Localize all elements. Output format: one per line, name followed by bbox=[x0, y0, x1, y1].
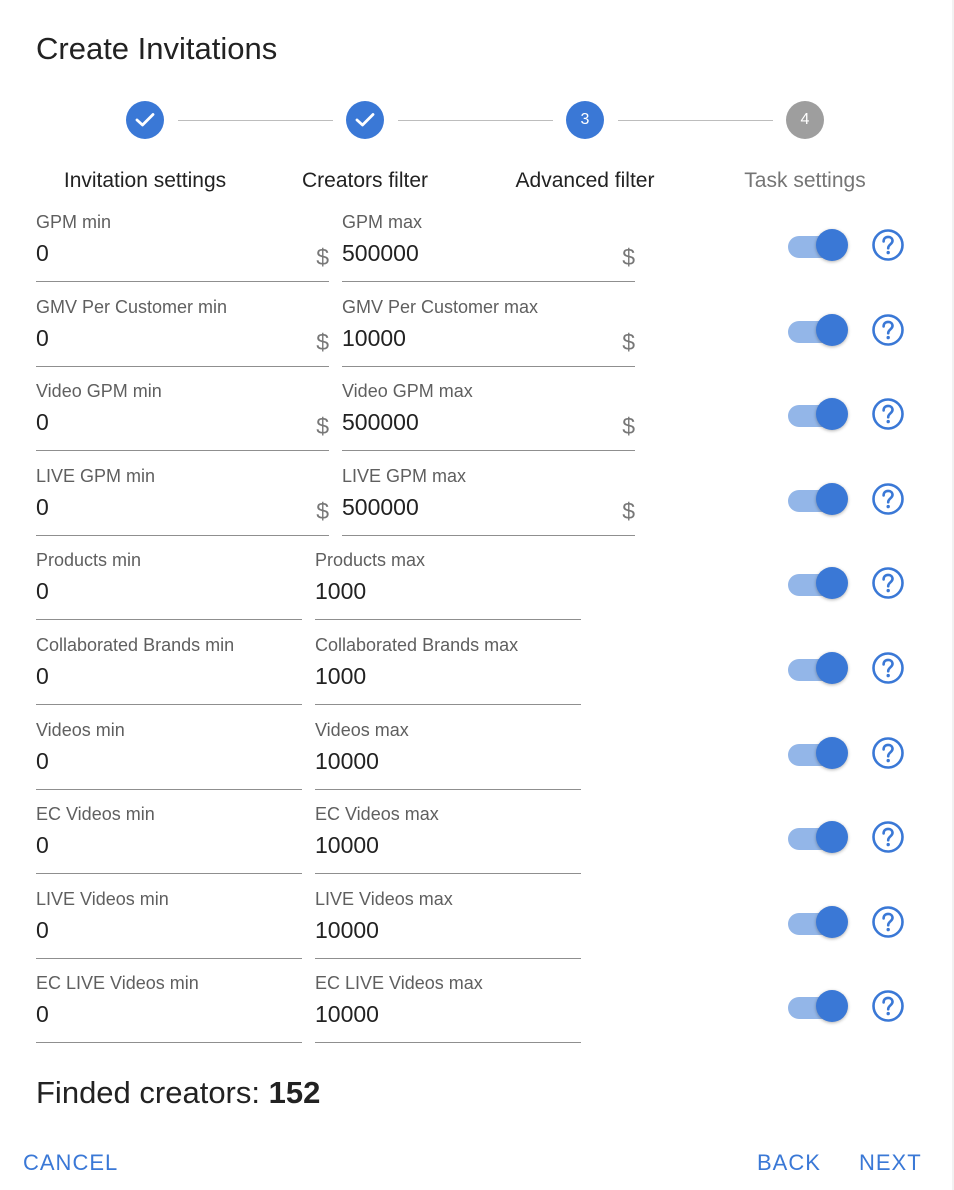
filter-min-input[interactable]: 0 bbox=[36, 240, 49, 266]
field-underline bbox=[342, 535, 635, 536]
filter-max-input[interactable]: 10000 bbox=[315, 917, 379, 943]
filter-max-label: GMV Per Customer max bbox=[342, 297, 539, 317]
filter-min-label: Collaborated Brands min bbox=[36, 635, 235, 655]
help-icon[interactable] bbox=[871, 651, 905, 685]
filter-min-input[interactable]: 0 bbox=[36, 832, 49, 858]
filter-max-label: LIVE GPM max bbox=[342, 466, 467, 486]
filter-enable-toggle[interactable] bbox=[788, 735, 848, 771]
toggle-thumb bbox=[816, 990, 848, 1022]
currency-suffix: $ bbox=[622, 413, 635, 439]
field-underline bbox=[36, 535, 329, 536]
field-underline bbox=[36, 704, 302, 705]
filter-max-field[interactable] bbox=[315, 889, 581, 961]
help-icon[interactable] bbox=[871, 905, 905, 939]
field-underline bbox=[315, 789, 581, 790]
filter-max-field[interactable] bbox=[315, 973, 581, 1045]
step-3-number[interactable]: 3 bbox=[566, 101, 604, 139]
field-underline bbox=[342, 366, 635, 367]
field-underline bbox=[315, 704, 581, 705]
next-button[interactable]: NEXT bbox=[859, 1150, 922, 1175]
filter-enable-toggle[interactable] bbox=[788, 312, 848, 348]
filter-min-field[interactable] bbox=[36, 381, 329, 453]
step-4-number[interactable]: 4 bbox=[786, 101, 824, 139]
currency-suffix: $ bbox=[622, 244, 635, 270]
filter-enable-toggle[interactable] bbox=[788, 650, 848, 686]
check-icon bbox=[135, 112, 155, 128]
filter-min-input[interactable]: 0 bbox=[36, 1001, 49, 1027]
currency-suffix: $ bbox=[316, 244, 329, 270]
field-underline bbox=[36, 873, 302, 874]
field-underline bbox=[36, 281, 329, 282]
filter-max-label: Video GPM max bbox=[342, 381, 473, 401]
step-label-task-settings[interactable]: Task settings bbox=[744, 169, 866, 192]
field-underline bbox=[342, 450, 635, 451]
field-underline bbox=[36, 366, 329, 367]
help-icon[interactable] bbox=[871, 820, 905, 854]
help-icon[interactable] bbox=[871, 566, 905, 600]
field-underline bbox=[315, 958, 581, 959]
filter-min-field[interactable] bbox=[36, 466, 329, 538]
filter-enable-toggle[interactable] bbox=[788, 565, 848, 601]
help-icon[interactable] bbox=[871, 313, 905, 347]
filter-min-input[interactable]: 0 bbox=[36, 917, 49, 943]
help-icon[interactable] bbox=[871, 989, 905, 1023]
currency-suffix: $ bbox=[622, 329, 635, 355]
filter-min-label: GMV Per Customer min bbox=[36, 297, 228, 317]
filter-min-input[interactable]: 0 bbox=[36, 325, 49, 351]
field-underline bbox=[315, 619, 581, 620]
filter-min-field[interactable] bbox=[36, 212, 329, 284]
field-underline bbox=[36, 450, 329, 451]
back-button[interactable]: BACK bbox=[757, 1150, 821, 1175]
filter-max-input[interactable]: 500000 bbox=[342, 409, 419, 435]
field-underline bbox=[36, 1042, 302, 1043]
toggle-thumb bbox=[816, 906, 848, 938]
filter-enable-toggle[interactable] bbox=[788, 819, 848, 855]
filter-enable-toggle[interactable] bbox=[788, 988, 848, 1024]
filter-max-field[interactable] bbox=[315, 804, 581, 876]
found-creators-count: 152 bbox=[268, 1075, 321, 1110]
filter-enable-toggle[interactable] bbox=[788, 481, 848, 517]
step-connector bbox=[618, 120, 773, 121]
field-underline bbox=[36, 958, 302, 959]
step-1-completed-icon[interactable] bbox=[126, 101, 164, 139]
filter-min-label: Products min bbox=[36, 550, 142, 570]
filter-max-input[interactable]: 1000 bbox=[315, 578, 367, 604]
toggle-thumb bbox=[816, 737, 848, 769]
filter-max-input[interactable]: 10000 bbox=[315, 1001, 379, 1027]
field-underline bbox=[36, 789, 302, 790]
filter-max-label: GPM max bbox=[342, 212, 423, 232]
filter-min-input[interactable]: 0 bbox=[36, 663, 49, 689]
filter-min-input[interactable]: 0 bbox=[36, 494, 49, 520]
currency-suffix: $ bbox=[622, 498, 635, 524]
dialog-title: Create Invitations bbox=[36, 31, 278, 66]
filter-enable-toggle[interactable] bbox=[788, 904, 848, 940]
filter-min-label: GPM min bbox=[36, 212, 112, 232]
field-underline bbox=[315, 1042, 581, 1043]
filter-max-field[interactable] bbox=[342, 466, 635, 538]
toggle-thumb bbox=[816, 314, 848, 346]
filter-max-input[interactable]: 10000 bbox=[342, 325, 406, 351]
filter-min-field[interactable] bbox=[36, 889, 302, 961]
filter-min-field[interactable] bbox=[36, 635, 302, 707]
filter-min-label: LIVE GPM min bbox=[36, 466, 156, 486]
filter-max-input[interactable]: 500000 bbox=[342, 494, 419, 520]
help-icon[interactable] bbox=[871, 736, 905, 770]
field-underline bbox=[342, 281, 635, 282]
filter-max-label: Collaborated Brands max bbox=[315, 635, 519, 655]
step-connector bbox=[398, 120, 553, 121]
filter-min-input[interactable]: 0 bbox=[36, 409, 49, 435]
help-icon[interactable] bbox=[871, 482, 905, 516]
filter-min-field[interactable] bbox=[36, 297, 329, 369]
filter-max-field[interactable] bbox=[315, 635, 581, 707]
filter-max-field[interactable] bbox=[342, 381, 635, 453]
filter-min-field[interactable] bbox=[36, 804, 302, 876]
cancel-button[interactable]: CANCEL bbox=[23, 1150, 119, 1175]
filter-max-input[interactable]: 500000 bbox=[342, 240, 419, 266]
toggle-thumb bbox=[816, 229, 848, 261]
filter-min-input[interactable]: 0 bbox=[36, 748, 49, 774]
toggle-thumb bbox=[816, 567, 848, 599]
filter-max-label: EC Videos max bbox=[315, 804, 439, 824]
toggle-thumb bbox=[816, 652, 848, 684]
filter-min-label: Video GPM min bbox=[36, 381, 162, 401]
filter-enable-toggle[interactable] bbox=[788, 227, 848, 263]
found-creators bbox=[36, 1075, 320, 1111]
toggle-thumb bbox=[816, 483, 848, 515]
step-connector bbox=[178, 120, 333, 121]
help-icon[interactable] bbox=[871, 397, 905, 431]
filter-max-field[interactable] bbox=[342, 297, 635, 369]
filter-max-label: Products max bbox=[315, 550, 426, 570]
help-icon[interactable] bbox=[871, 228, 905, 262]
currency-suffix: $ bbox=[316, 329, 329, 355]
filter-max-label: LIVE Videos max bbox=[315, 889, 453, 909]
toggle-thumb bbox=[816, 398, 848, 430]
filter-max-input[interactable]: 1000 bbox=[315, 663, 367, 689]
check-icon bbox=[355, 112, 375, 128]
filter-min-input[interactable]: 0 bbox=[36, 578, 49, 604]
filter-min-field[interactable] bbox=[36, 550, 302, 622]
filter-min-label: EC Videos min bbox=[36, 804, 155, 824]
filter-max-field[interactable] bbox=[315, 720, 581, 792]
filter-min-field[interactable] bbox=[36, 973, 302, 1045]
currency-suffix: $ bbox=[316, 498, 329, 524]
currency-suffix: $ bbox=[316, 413, 329, 439]
toggle-thumb bbox=[816, 821, 848, 853]
filter-min-label: Videos min bbox=[36, 720, 125, 740]
filter-enable-toggle[interactable] bbox=[788, 396, 848, 432]
filter-max-input[interactable]: 10000 bbox=[315, 748, 379, 774]
step-2-completed-icon[interactable] bbox=[346, 101, 384, 139]
filter-max-field[interactable] bbox=[315, 550, 581, 622]
step-label-invitation-settings[interactable]: Invitation settings bbox=[63, 169, 227, 192]
step-label-creators-filter[interactable]: Creators filter bbox=[301, 169, 429, 192]
filter-min-label: LIVE Videos min bbox=[36, 889, 169, 909]
filter-min-field[interactable] bbox=[36, 720, 302, 792]
filter-max-field[interactable] bbox=[342, 212, 635, 284]
field-underline bbox=[315, 873, 581, 874]
filter-max-input[interactable]: 10000 bbox=[315, 832, 379, 858]
filter-min-label: EC LIVE Videos min bbox=[36, 973, 199, 993]
filter-max-label: Videos max bbox=[315, 720, 409, 740]
found-creators-label: Finded creators: bbox=[36, 1075, 260, 1110]
step-label-advanced-filter[interactable]: Advanced filter bbox=[515, 169, 655, 192]
field-underline bbox=[36, 619, 302, 620]
filter-max-label: EC LIVE Videos max bbox=[315, 973, 483, 993]
